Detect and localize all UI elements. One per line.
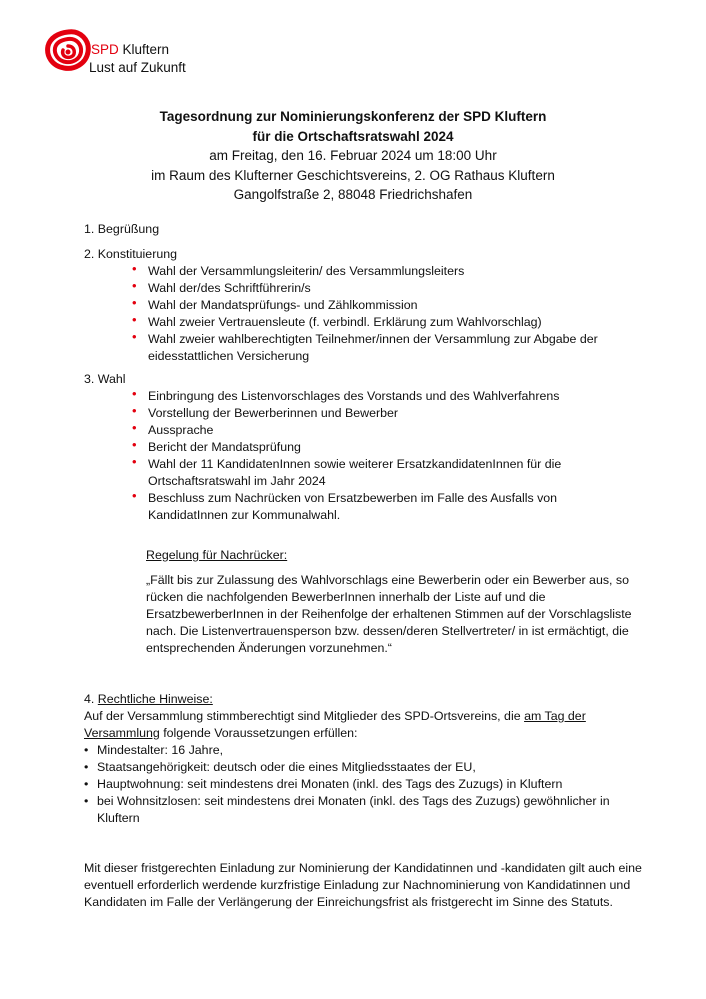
list-item: • Aussprache xyxy=(132,422,632,439)
logo-name xyxy=(91,42,169,58)
list-item: • Vorstellung der Bewerberinnen und Bewerber xyxy=(132,405,632,422)
heading-title-1: Tagesordnung zur Nominierungskonferenz der SPD Kluftern xyxy=(159,109,547,124)
heading-address: Gangolfstraße 2, 88048 Friedrichshafen xyxy=(233,187,473,202)
legal-requirements xyxy=(84,742,644,827)
agenda-item-2-points xyxy=(132,263,632,365)
legal-intro xyxy=(84,708,644,742)
closing-paragraph: Mit dieser fristgerechten Einladung zur Nominierung der Kandidatinnen und -kandidaten gilt auch eine eventuell erforderlich werdende kurzfristige Einladung zur Nachnominierung von Kandidatinnen und Kandidaten im Falle der Verlängerung der Einreichungsfrist als fristgerecht im Sinne des Statuts. xyxy=(84,861,642,910)
heading-venue: im Raum des Klufterner Geschichtsvereins, 2. OG Rathaus Kluftern xyxy=(151,167,555,183)
list-item: • Wahl zweier wahlberechtigten Teilnehmer/innen der Versammlung zur Abgabe der eidesstattlichen Versicherung xyxy=(132,331,632,365)
legal-heading xyxy=(84,691,644,708)
list-item: • Wahl der Versammlungsleiterin/ des Versammlungsleiters xyxy=(132,263,632,280)
agenda-item-1: 1. Begrüßung xyxy=(84,222,160,236)
agenda-item-3-points xyxy=(132,388,632,524)
legal-intro-start: Auf der Versammlung stimmberechtigt sind Mitglieder des SPD-Ortsvereins, die xyxy=(84,709,521,723)
logo-party: SPD xyxy=(91,42,119,57)
regulation-block xyxy=(146,547,636,657)
regulation-title: Regelung für Nachrücker: xyxy=(146,548,288,562)
regulation-text: „Fällt bis zur Zulassung des Wahlvorschlags eine Bewerberin oder ein Bewerber aus, so rücken die nachfolgenden BewerberInnen innerhalb der Liste auf und die ErsatzbewerberInnen in der Reihenfolge der erhaltenen Stimmen auf der Vorschlagsliste nach. Die Listenvertrauensperson bzw. dessen/deren Stellvertreter/ in ist ermächtigt, die entsprechenden Änderungen vorzunehmen.“ xyxy=(146,573,632,655)
heading-date: am Freitag, den 16. Februar 2024 um 18:00 Uhr xyxy=(209,148,497,163)
list-item: • Wahl der Mandatsprüfungs- und Zählkommission xyxy=(132,297,632,314)
agenda-item-3: 3. Wahl xyxy=(84,372,126,386)
legal-title: Rechtliche Hinweise: xyxy=(97,692,213,706)
list-item: • bei Wohnsitzlosen: seit mindestens drei Monaten (inkl. des Tags des Zuzugs) gewöhnlicher in Kluftern xyxy=(84,793,644,827)
list-item: • Einbringung des Listenvorschlages des Vorstands und des Wahlverfahrens xyxy=(132,388,632,405)
list-item: • Wahl zweier Vertrauensleute (f. verbindl. Erklärung zum Wahlvorschlag) xyxy=(132,314,632,331)
logo-place: Kluftern xyxy=(122,42,170,57)
list-item: • Staatsangehörigkeit: deutsch oder die eines Mitgliedsstaates der EU, xyxy=(84,759,644,776)
heading-title-2: für die Ortschaftsratswahl 2024 xyxy=(252,128,454,144)
list-item: • Mindestalter: 16 Jahre, xyxy=(84,742,644,759)
rose-icon xyxy=(44,28,92,72)
legal-notes xyxy=(84,691,644,827)
list-item: • Beschluss zum Nachrücken von Ersatzbewerben im Falle des Ausfalls von KandidatInnen zur Kommunalwahl. xyxy=(132,490,632,524)
list-item: • Wahl der/des Schriftführerin/s xyxy=(132,280,632,297)
list-item: • Wahl der 11 KandidatenInnen sowie weiterer ErsatzkandidatenInnen für die Ortschaftsratswahl im Jahr 2024 xyxy=(132,456,632,490)
legal-intro-end: folgende Voraussetzungen erfüllen: xyxy=(163,726,358,740)
agenda-heading xyxy=(60,107,646,205)
agenda-item-2: 2. Konstituierung xyxy=(84,247,177,261)
list-item: • Bericht der Mandatsprüfung xyxy=(132,439,632,456)
logo-tagline: Lust auf Zukunft xyxy=(89,60,186,75)
legal-intro-underlined: am Tag der Versammlung xyxy=(84,709,586,740)
list-item: • Hauptwohnung: seit mindestens drei Monaten (inkl. des Tags des Zuzugs) in Kluftern xyxy=(84,776,644,793)
spd-logo xyxy=(44,28,204,78)
legal-number: 4. xyxy=(84,692,95,706)
